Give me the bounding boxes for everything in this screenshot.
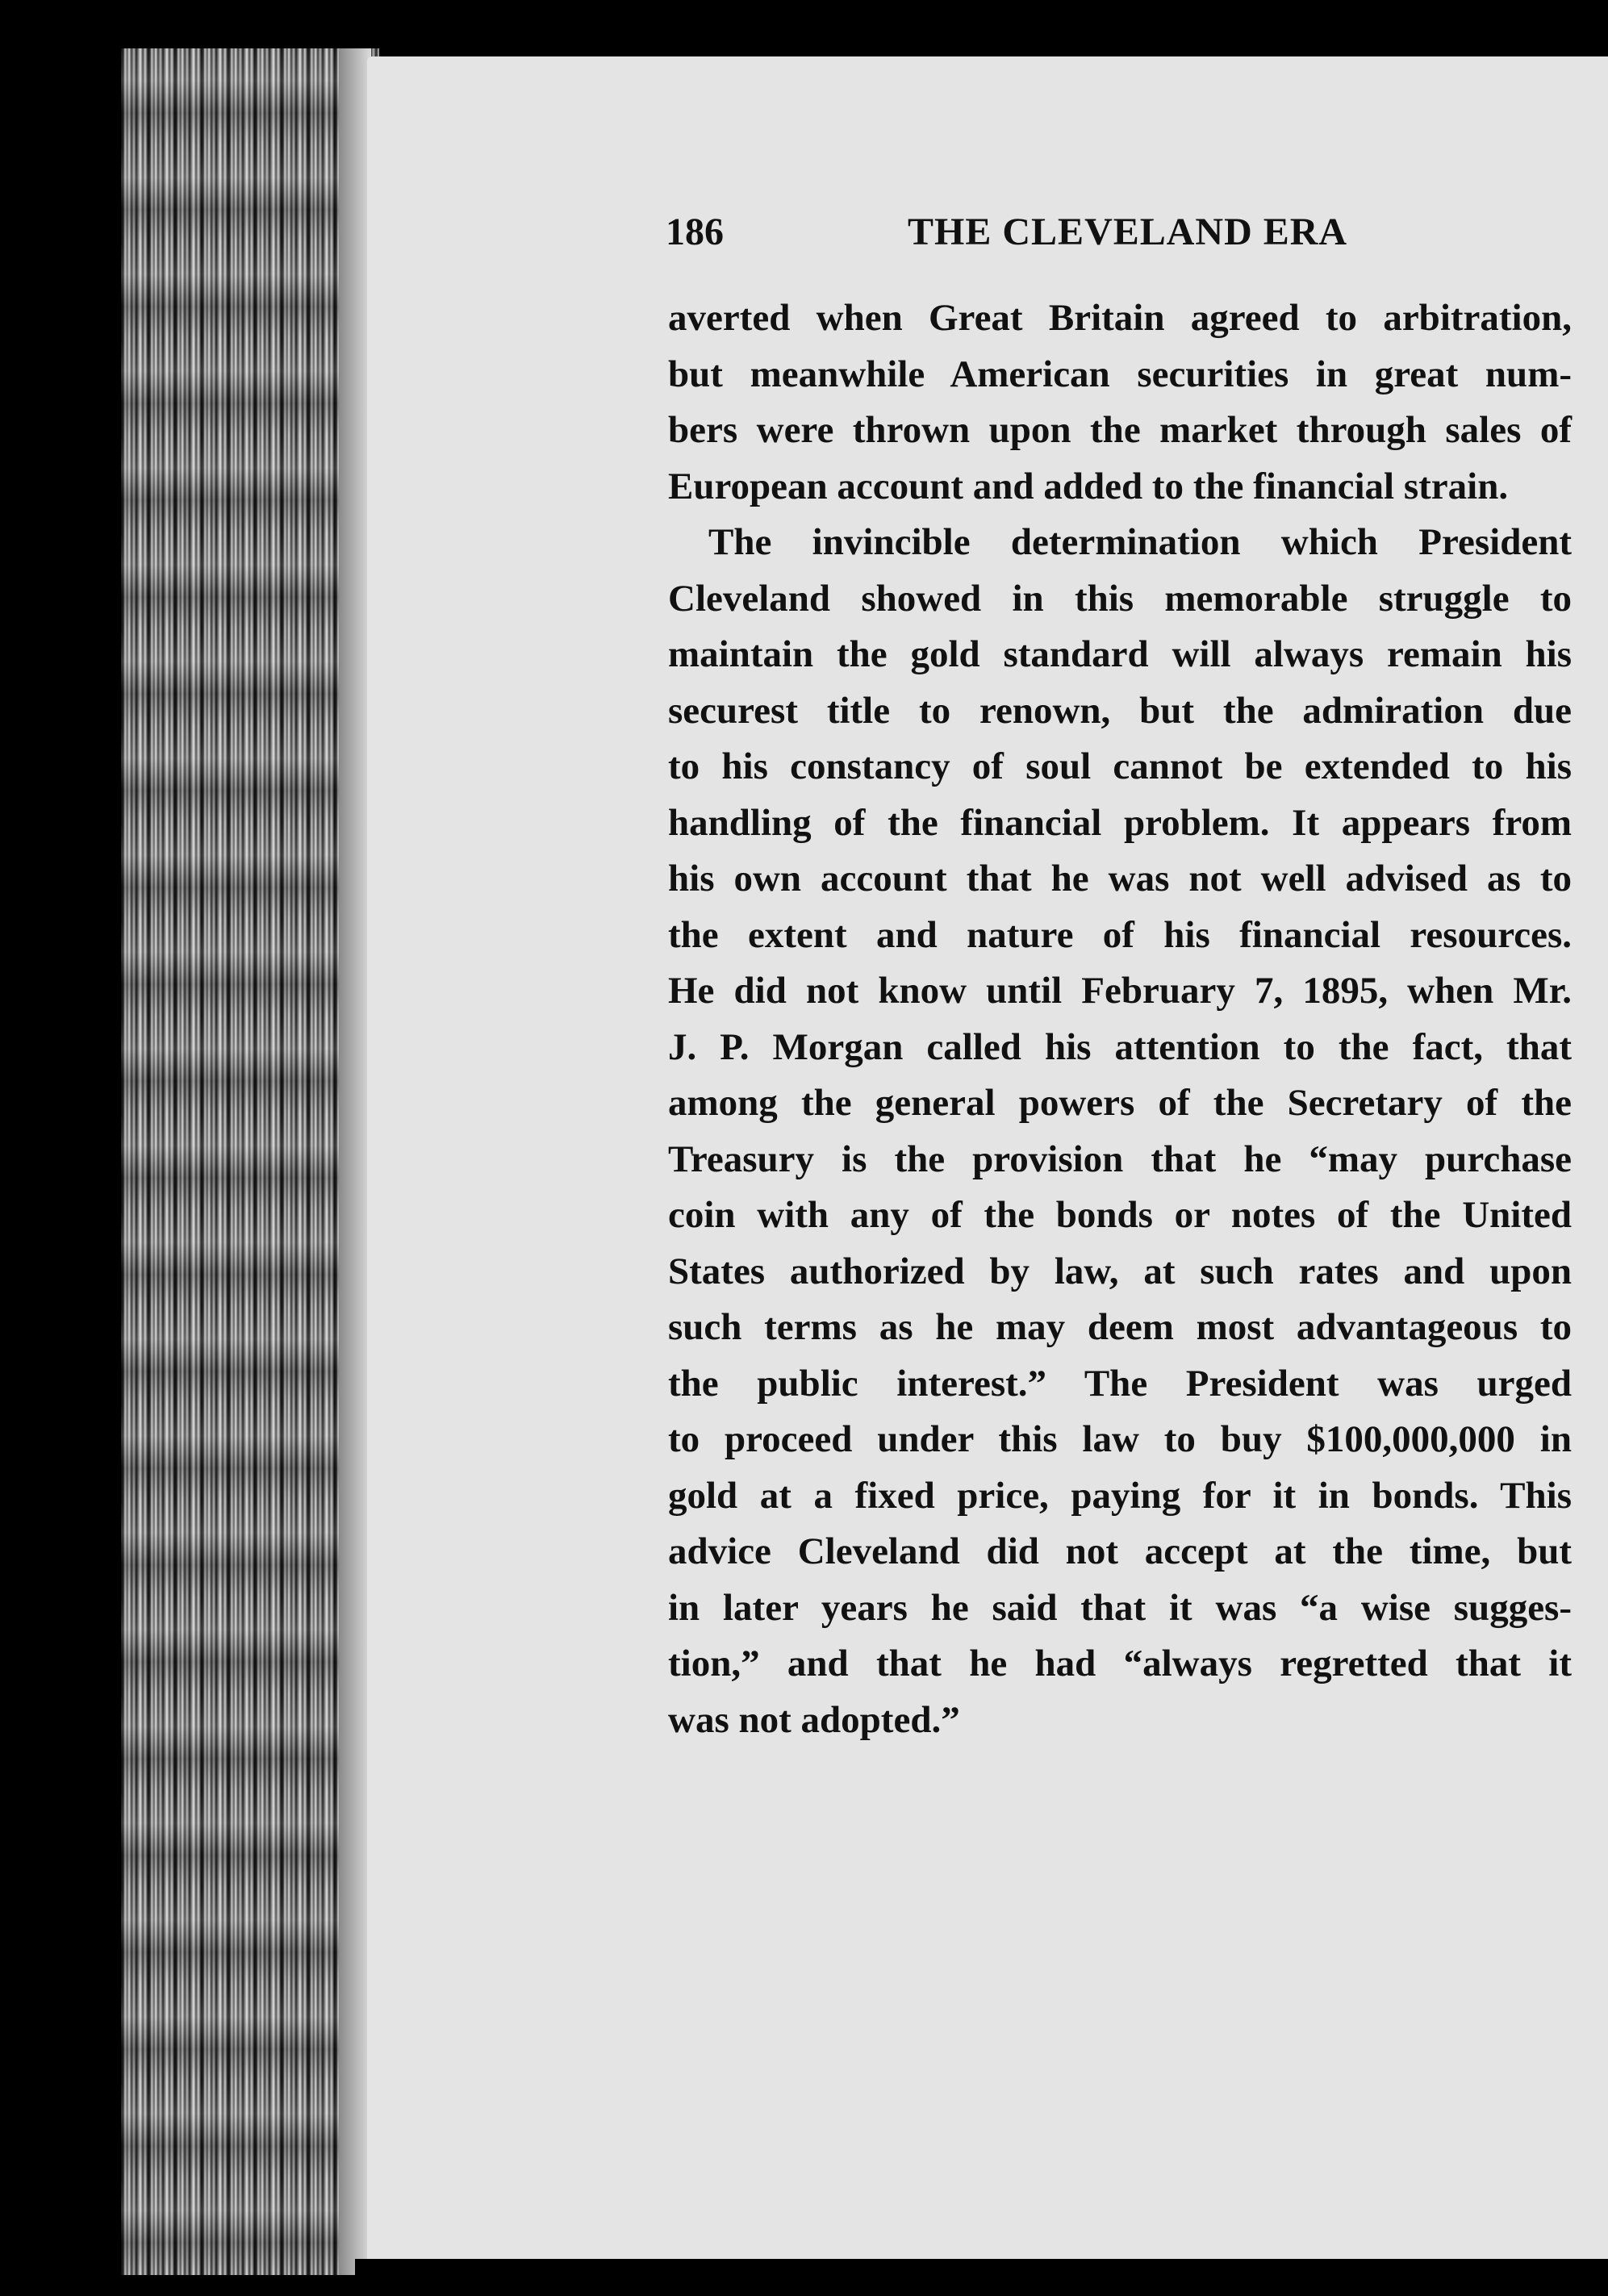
text-line: European account and added to the financial strain. xyxy=(668,465,1509,507)
text-line: but meanwhile American securities in great num- xyxy=(668,353,1572,395)
text-line: the public interest.” The President was urged xyxy=(668,1362,1572,1405)
running-title: THE CLEVELAND ERA xyxy=(908,211,1348,253)
text-line-indented: The invincible determination which President xyxy=(708,521,1572,563)
text-line: to his constancy of soul cannot be extended to his xyxy=(668,745,1572,787)
scan-bottom-border xyxy=(355,2259,1608,2296)
text-line: such terms as he may deem most advantageous to xyxy=(668,1306,1572,1348)
text-line: to proceed under this law to buy $100,000,000 in xyxy=(668,1418,1572,1460)
text-line: maintain the gold standard will always remain his xyxy=(668,633,1572,675)
text-line: handling of the financial problem. It appears from xyxy=(668,801,1572,844)
running-head xyxy=(666,210,1392,266)
page-gutter-shadow xyxy=(339,48,371,2275)
text-line: was not adopted.” xyxy=(668,1698,960,1741)
text-line: securest title to renown, but the admiration due xyxy=(668,689,1572,732)
text-line: gold at a fixed price, paying for it in bonds. This xyxy=(668,1474,1572,1517)
text-line: He did not know until February 7, 1895, when Mr. xyxy=(668,970,1572,1012)
text-line: among the general powers of the Secretary of the xyxy=(668,1082,1572,1124)
body-text xyxy=(668,290,1572,1748)
text-line: Treasury is the provision that he “may purchase xyxy=(668,1138,1572,1180)
text-line: J. P. Morgan called his attention to the fact, that xyxy=(668,1025,1572,1068)
text-line: coin with any of the bonds or notes of the United xyxy=(668,1194,1572,1236)
text-line: his own account that he was not well advised as to xyxy=(668,858,1572,900)
text-line: the extent and nature of his financial resources. xyxy=(668,913,1572,956)
text-line: States authorized by law, at such rates and upon xyxy=(668,1250,1572,1292)
text-line: in later years he said that it was “a wise sugges- xyxy=(668,1586,1572,1629)
text-line: Cleveland showed in this memorable struggle to xyxy=(668,577,1572,620)
page-number: 186 xyxy=(666,211,724,253)
text-line: advice Cleveland did not accept at the time, but xyxy=(668,1530,1572,1572)
text-line: bers were thrown upon the market through sales of xyxy=(668,409,1572,451)
text-line: tion,” and that he had “always regretted that it xyxy=(668,1643,1572,1684)
text-line: averted when Great Britain agreed to arbitration, xyxy=(668,297,1572,339)
